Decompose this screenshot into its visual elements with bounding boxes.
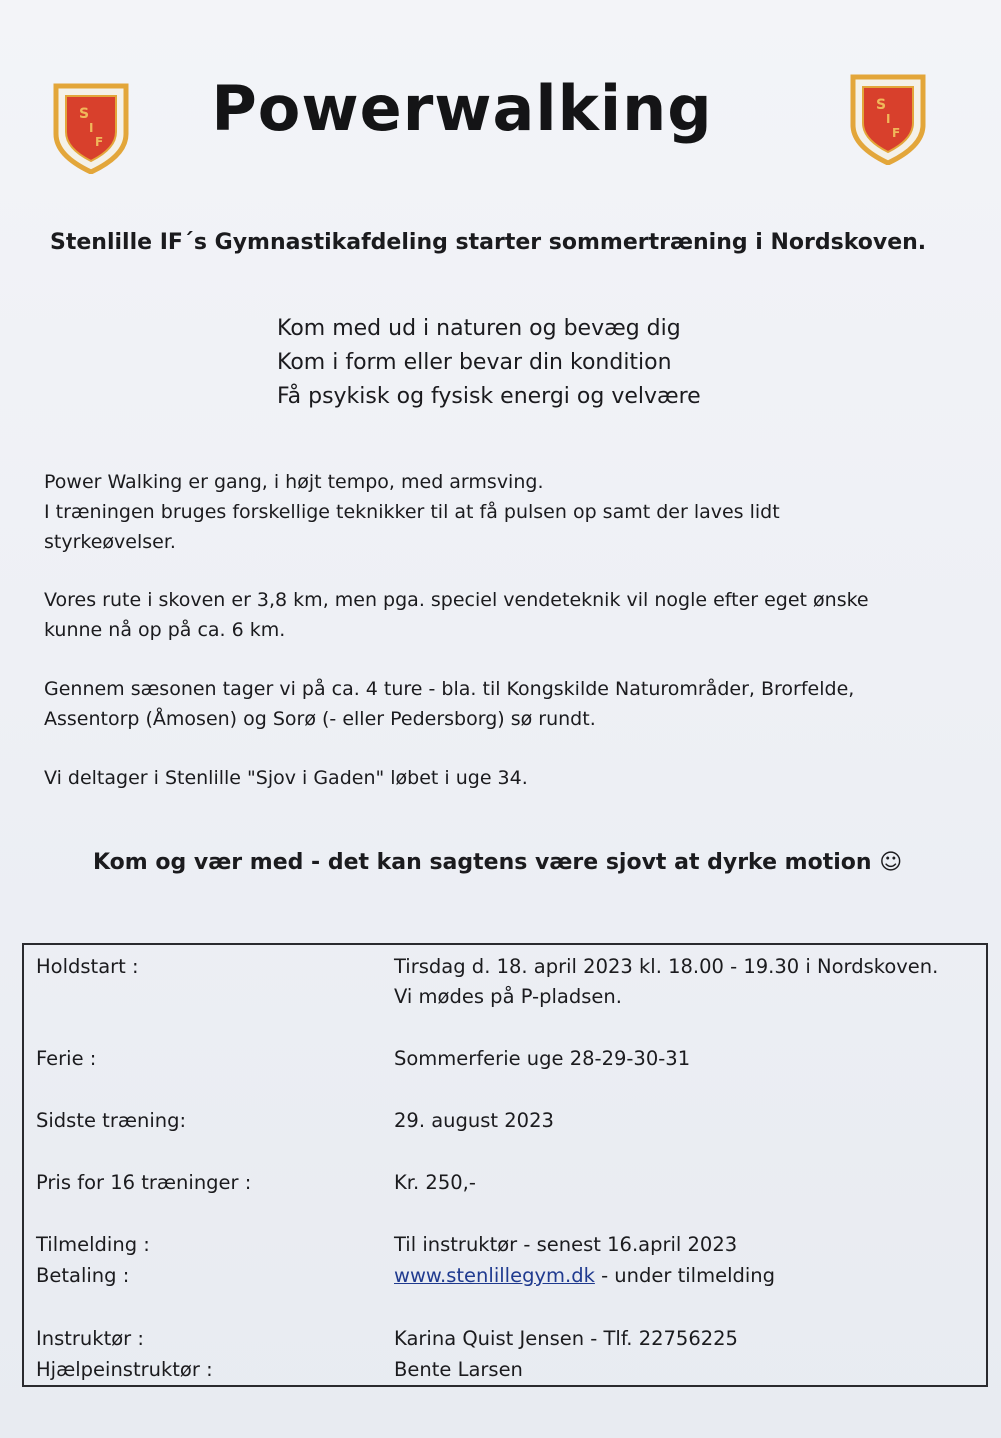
paragraph-line: I træningen bruges forskellige teknikker til at få pulsen op samt der laves lidt <box>44 501 780 523</box>
info-label: Tilmelding : <box>36 1233 150 1256</box>
info-label: Hjælpeinstruktør : <box>36 1358 213 1381</box>
info-value: 29. august 2023 <box>394 1109 554 1132</box>
paragraph-line: Gennem sæsonen tager vi på ca. 4 ture - bla. til Kongskilde Naturområder, Brorfelde, <box>44 678 855 700</box>
info-value: Kr. 250,- <box>394 1171 476 1194</box>
svg-text:F: F <box>95 135 104 149</box>
betaling-note: - under tilmelding <box>594 1264 776 1287</box>
logo-letters-left: S <box>79 106 90 122</box>
paragraph-route <box>44 585 944 645</box>
svg-text:I: I <box>89 121 94 135</box>
slogan-list <box>277 312 701 414</box>
info-value <box>394 1260 775 1291</box>
paragraph-event <box>44 763 944 793</box>
paragraph-line: Power Walking er gang, i højt tempo, med armsving. <box>44 471 544 493</box>
paragraph-line: Assentorp (Åmosen) og Sorø (- eller Pedersborg) sø rundt. <box>44 708 596 730</box>
info-value: Tirsdag d. 18. april 2023 kl. 18.00 - 19.30 i Nordskoven. <box>394 955 939 978</box>
page-title: Powerwalking <box>211 72 713 145</box>
info-label: Pris for 16 træninger : <box>36 1171 252 1194</box>
info-value: Sommerferie uge 28-29-30-31 <box>394 1047 691 1070</box>
svg-text:F: F <box>892 126 901 140</box>
svg-text:I: I <box>886 112 891 126</box>
subtitle: Stenlille IF´s Gymnastikafdeling starter sommertræning i Nordskoven. <box>50 230 927 255</box>
logo-letters-right: S <box>876 97 887 113</box>
info-label: Instruktør : <box>36 1327 144 1350</box>
paragraph-trips <box>44 674 944 734</box>
paragraph-line: kunne nå op på ca. 6 km. <box>44 619 286 641</box>
slogan-line: Kom i form eller bevar din kondition <box>277 350 672 375</box>
paragraph-line: styrkeøvelser. <box>44 531 176 553</box>
info-value: Vi mødes på P-pladsen. <box>394 985 622 1008</box>
slogan-line: Få psykisk og fysisk energi og velvære <box>277 384 701 409</box>
info-label: Holdstart : <box>36 955 139 978</box>
info-label: Betaling : <box>36 1264 130 1287</box>
info-label: Ferie : <box>36 1047 97 1070</box>
info-label: Sidste træning: <box>36 1109 187 1132</box>
slogan-line: Kom med ud i naturen og bevæg dig <box>277 316 681 341</box>
info-value: Karina Quist Jensen - Tlf. 22756225 <box>394 1327 738 1350</box>
info-value: Bente Larsen <box>394 1358 523 1381</box>
website-link[interactable]: www.stenlillegym.dk <box>394 1264 595 1287</box>
paragraph-line: Vores rute i skoven er 3,8 km, men pga. speciel vendeteknik vil nogle efter eget ønske <box>44 589 869 611</box>
paragraph-power-walking <box>44 467 944 557</box>
call-to-action: Kom og vær med - det kan sagtens være sjovt at dyrke motion ☺ <box>93 850 903 875</box>
info-value: Til instruktør - senest 16.april 2023 <box>394 1233 738 1256</box>
info-table <box>22 943 988 1387</box>
paragraph-line: Vi deltager i Stenlille "Sjov i Gaden" løbet i uge 34. <box>44 767 528 789</box>
